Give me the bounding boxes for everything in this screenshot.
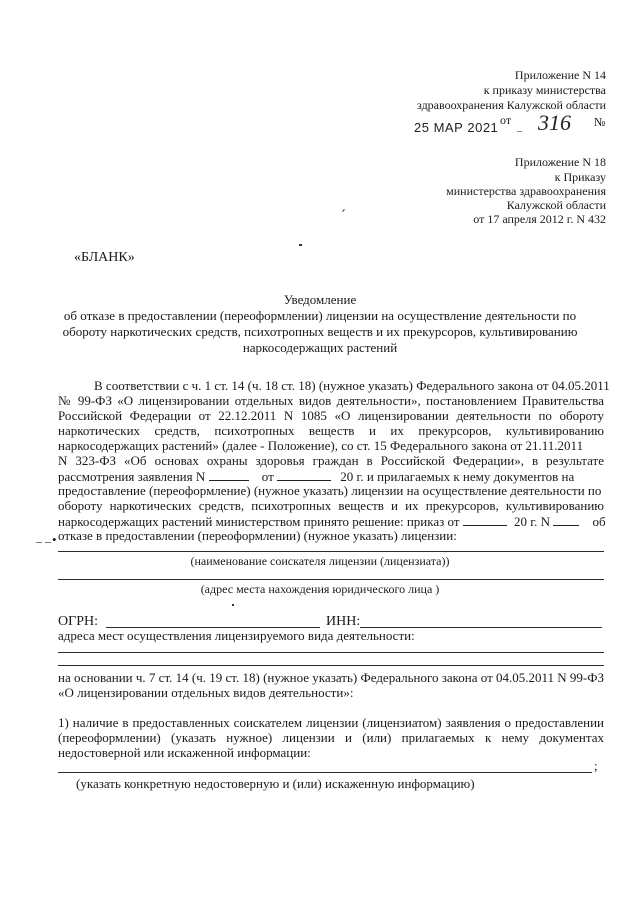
appendix-18-line-2: к Приказу <box>554 170 606 184</box>
application-tail: 20 г. и прилагаемых к нему документов на <box>340 469 575 484</box>
applicant-caption: (наименование соискателя лицензии (лицензиата)) <box>190 554 450 568</box>
places-field-1[interactable] <box>58 652 604 653</box>
appendix-14-line-3: здравоохранения Калужской области <box>417 98 606 112</box>
ogrn-label: ОГРН: <box>58 614 98 629</box>
false-info-field[interactable] <box>58 772 592 773</box>
title-line-4: наркосодержащих растений <box>242 340 398 355</box>
scan-speck <box>299 244 302 246</box>
application-number-label: рассмотрения заявления N <box>58 469 206 484</box>
semicolon: ; <box>594 758 598 773</box>
appendix-18-line-1: Приложение N 18 <box>514 155 606 169</box>
appendix-18-line-4: Калужской области <box>506 198 606 212</box>
title-line-2: об отказе в предоставлении (переоформлении) лицензии на осуществление деятельности по <box>63 308 577 323</box>
handwritten-number: 316 <box>538 110 571 135</box>
order-year-label: 20 г. N <box>514 514 551 529</box>
address-caption: (адрес места нахождения юридического лица ) <box>200 582 440 596</box>
body-line-1: В соответствии с ч. 1 ст. 14 (ч. 18 ст. 18) (нужное указать) Федерального закона от 04.05.2011 <box>94 378 610 393</box>
appendix-18-line-5: от 17 апреля 2012 г. N 432 <box>473 212 606 226</box>
title-line-3: обороту наркотических средств, психотропных веществ и их прекурсоров, культивированию <box>62 324 578 339</box>
applicant-name-field[interactable] <box>58 551 604 552</box>
basis-line-1: на основании ч. 7 ст. 14 (ч. 19 ст. 18) (нужное указать) Федерального закона от 04.05.2011 N 99-ФЗ <box>58 670 605 685</box>
from-word: от <box>500 113 512 127</box>
body-line-5: наркосодержащих растений» (далее - Положение), со ст. 15 Федерального закона от 21.11.2011 <box>58 438 584 453</box>
body-line-6: N 323-ФЗ «Об основах охраны здоровья граждан в Российской Федерации», в результате <box>58 453 604 468</box>
item-1-line-1: 1) наличие в предоставленных соискателем лицензии (лицензиатом) заявления о предоставлении <box>58 715 604 730</box>
item-1-line-3: недостоверной или искаженной информации: <box>58 745 311 760</box>
scan-speck <box>232 604 234 606</box>
order-date-blank[interactable] <box>463 513 507 526</box>
false-info-caption: (указать конкретную недостоверную и (или) искаженную информацию) <box>76 776 475 791</box>
decision-label: наркосодержащих растений министерством принято решение: приказ от <box>58 514 460 529</box>
body-line-9: обороту наркотических средств, психотропных веществ и их прекурсоров, культивированию <box>58 498 604 513</box>
body-line-4: наркотических средств, психотропных веществ и их прекурсоров, культивированию <box>58 423 604 438</box>
places-label: адреса мест осуществления лицензируемого вида деятельности: <box>58 628 415 643</box>
application-date-label: от <box>261 469 274 484</box>
margin-mark: ‒ ‒ <box>36 534 51 548</box>
inn-label: ИНН: <box>326 614 361 629</box>
application-date-blank[interactable] <box>277 468 331 481</box>
basis-line-2: «О лицензировании отдельных видов деятельности»: <box>58 685 354 700</box>
about-word: об <box>592 514 606 529</box>
appendix-18-line-3: министерства здравоохранения <box>446 184 606 198</box>
address-field[interactable] <box>58 579 604 580</box>
scan-speck <box>342 209 345 212</box>
margin-dot: • <box>52 532 57 547</box>
application-number-blank[interactable] <box>209 468 249 481</box>
date-stamp: 25 МАР 2021 <box>414 120 499 135</box>
order-number-blank[interactable] <box>553 513 579 526</box>
dash-mark: – <box>517 126 522 137</box>
item-1-line-2: (переоформлении) (указать нужное) лицензии и (или) прилагаемых к нему документах <box>58 730 604 745</box>
body-line-8: предоставление (переоформление) (нужное указать) лицензии на осуществление деятельности по <box>58 483 602 498</box>
body-line-3: Российской Федерации от 22.12.2011 N 1085 «О лицензировании деятельности по обороту <box>58 408 604 423</box>
body-line-2: № 99-ФЗ «О лицензировании отдельных видов деятельности», постановлением Правительства <box>58 393 604 408</box>
blank-label: «БЛАНК» <box>74 250 135 265</box>
document-title: Уведомление <box>283 292 357 307</box>
appendix-14-line-1: Приложение N 14 <box>514 68 606 82</box>
body-line-11: отказе в предоставлении (переоформлении) (нужное указать) лицензии: <box>58 528 457 543</box>
number-sign: № <box>594 115 606 129</box>
places-field-2[interactable] <box>58 665 604 666</box>
appendix-14-line-2: к приказу министерства <box>483 83 606 97</box>
